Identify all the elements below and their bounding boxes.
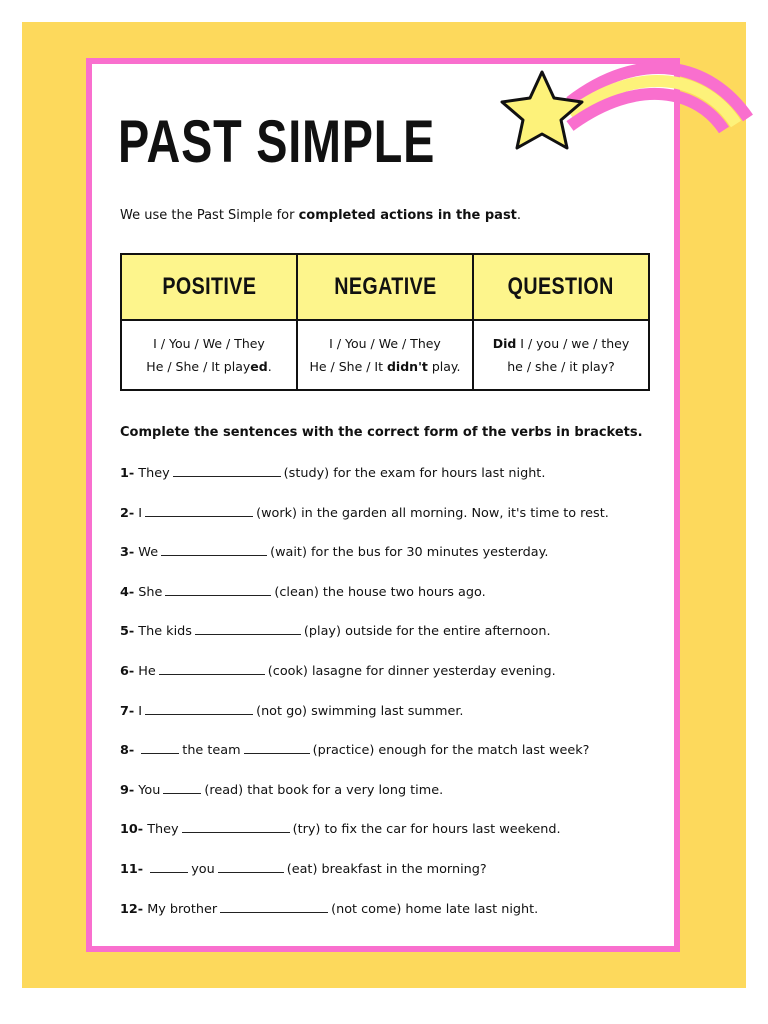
exercise-line: 11- you (eat) breakfast in the morning? [120, 862, 487, 877]
exercise-line: 8- the team (practice) enough for the match last week? [120, 743, 590, 758]
exercise-line: 1- They (study) for the exam for hours last night. [120, 466, 546, 481]
exercise-line: 10- They (try) to fix the car for hours last weekend. [120, 822, 561, 837]
answer-blank[interactable] [161, 543, 267, 556]
answer-blank[interactable] [195, 622, 301, 635]
answer-blank[interactable] [163, 781, 201, 794]
header-positive: POSITIVE [121, 254, 297, 320]
exercise-line: 5- The kids (play) outside for the entire afternoon. [120, 624, 551, 639]
answer-blank[interactable] [218, 860, 284, 873]
conjugation-table [120, 253, 650, 391]
exercise-line: 4- She (clean) the house two hours ago. [120, 585, 486, 600]
intro-text: We use the Past Simple for completed actions in the past. [120, 208, 522, 223]
answer-blank[interactable] [145, 702, 253, 715]
page-title: PAST SIMPLE [118, 108, 436, 175]
answer-blank[interactable] [141, 741, 179, 754]
answer-blank[interactable] [173, 464, 281, 477]
cell-negative: I / You / We / They He / She / It didn't play. [297, 320, 473, 390]
header-negative: NEGATIVE [297, 254, 473, 320]
answer-blank[interactable] [244, 741, 310, 754]
cell-positive: I / You / We / They He / She / It played. [121, 320, 297, 390]
answer-blank[interactable] [145, 504, 253, 517]
answer-blank[interactable] [159, 662, 265, 675]
exercise-line: 3- We (wait) for the bus for 30 minutes yesterday. [120, 545, 549, 560]
shooting-star-icon [500, 56, 760, 186]
cell-question: Did I / you / we / they he / she / it play? [473, 320, 649, 390]
answer-blank[interactable] [150, 860, 188, 873]
exercise-line: 7- I (not go) swimming last summer. [120, 704, 464, 719]
exercise-line: 2- I (work) in the garden all morning. Now, it's time to rest. [120, 506, 609, 521]
exercise-line: 6- He (cook) lasagne for dinner yesterday evening. [120, 664, 556, 679]
exercise-line: 9- You (read) that book for a very long time. [120, 783, 444, 798]
exercise-line: 12- My brother (not come) home late last night. [120, 902, 539, 917]
answer-blank[interactable] [182, 820, 290, 833]
exercise-instruction: Complete the sentences with the correct form of the verbs in brackets. [120, 425, 643, 440]
answer-blank[interactable] [220, 900, 328, 913]
answer-blank[interactable] [165, 583, 271, 596]
header-question: QUESTION [473, 254, 649, 320]
